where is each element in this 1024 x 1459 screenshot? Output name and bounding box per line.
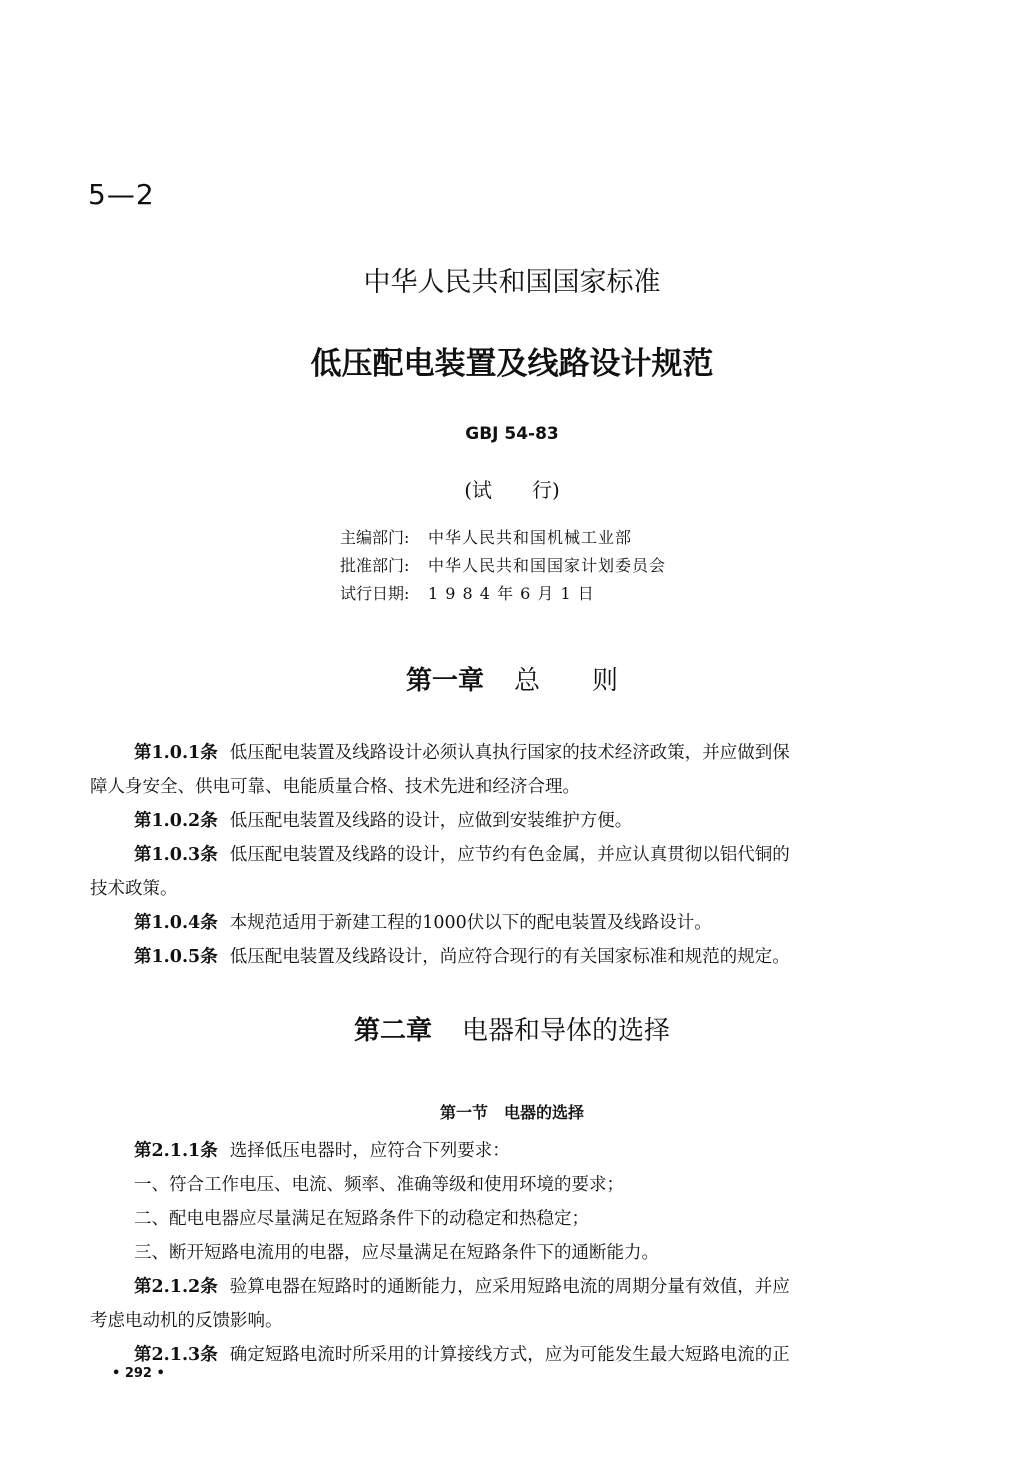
- meta-value: 中华人民共和国国家计划委员会: [428, 556, 667, 575]
- section-1-heading: 第一节 电器的选择: [439, 1103, 584, 1122]
- list-item: 二、配电电器应尽量满足在短路条件下的动稳定和热稳定；: [134, 1209, 589, 1229]
- meta-row-date: [340, 581, 595, 604]
- chapter-title: 总 则: [514, 666, 619, 696]
- trial-label: (试 行): [464, 478, 560, 502]
- meta-value: 中华人民共和国机械工业部: [428, 528, 633, 547]
- meta-label: 批准部门:: [340, 556, 410, 575]
- article-number: 第2.1.3条: [134, 1345, 218, 1365]
- chapter-1-articles: [90, 736, 914, 974]
- article-1-0-3-line-1: [90, 838, 914, 872]
- article-text: 验算电器在短路时的通断能力，应采用短路电流的周期分量有效值，并应: [229, 1277, 790, 1297]
- article-number: 第1.0.2条: [134, 811, 218, 831]
- chapter-2-heading: [0, 1010, 1024, 1047]
- article-1-0-5: [90, 940, 914, 974]
- article-text: 低压配电装置及线路设计，尚应符合现行的有关国家标准和规范的规定。: [229, 947, 790, 967]
- meta-value: 1 9 8 4 年 6 月 1 日: [428, 584, 595, 603]
- article-1-0-1-line-1: [90, 736, 914, 770]
- article-number: 第1.0.4条: [134, 913, 218, 933]
- meta-row-editor: [340, 525, 632, 548]
- article-2-1-2-line-2: 考虑电动机的反馈影响。: [90, 1311, 283, 1331]
- chapter-2-articles: [90, 1134, 914, 1372]
- article-1-0-3-line-2: 技术政策。: [90, 879, 178, 899]
- article-number: 第2.1.2条: [134, 1277, 218, 1297]
- article-2-1-2-line-1: [90, 1270, 914, 1304]
- article-text: 低压配电装置及线路的设计，应做到安装维护方便。: [229, 811, 633, 831]
- standard-org: 中华人民共和国国家标准: [363, 267, 661, 298]
- article-text: 选择低压电器时，应符合下列要求：: [229, 1141, 510, 1161]
- article-text: 确定短路电流时所采用的计算接线方式，应为可能发生最大短路电流的正: [229, 1345, 790, 1365]
- chapter-number: 第二章: [353, 1016, 432, 1046]
- list-item: 一、符合工作电压、电流、频率、准确等级和使用环境的要求；: [134, 1175, 624, 1195]
- page-number: • 292 •: [112, 1366, 165, 1381]
- article-number: 第1.0.1条: [134, 743, 218, 763]
- meta-label: 试行日期:: [340, 584, 410, 603]
- chapter-1-heading: [0, 660, 1024, 697]
- article-text: 低压配电装置及线路的设计，应节约有色金属，并应认真贯彻以铝代铜的: [229, 845, 790, 865]
- article-text: 本规范适用于新建工程的1000伏以下的配电装置及线路设计。: [229, 913, 712, 933]
- article-2-1-1: [90, 1134, 914, 1168]
- chapter-number: 第一章: [405, 666, 484, 696]
- article-text: 低压配电装置及线路设计必须认真执行国家的技术经济政策，并应做到保: [229, 743, 790, 763]
- article-number: 第2.1.1条: [134, 1141, 218, 1161]
- list-item: 三、断开短路电流用的电器，应尽量满足在短路条件下的通断能力。: [134, 1243, 659, 1263]
- article-1-0-4: [90, 906, 914, 940]
- standard-code: GBJ 54-83: [465, 424, 559, 444]
- meta-label: 主编部门:: [340, 528, 410, 547]
- article-number: 第1.0.5条: [134, 947, 218, 967]
- article-2-1-3: [90, 1338, 914, 1372]
- article-number: 第1.0.3条: [134, 845, 218, 865]
- chapter-title: 电器和导体的选择: [462, 1016, 671, 1046]
- meta-row-approver: [340, 553, 666, 576]
- document-title: 低压配电装置及线路设计规范: [310, 346, 714, 382]
- section-number: 5—2: [88, 178, 155, 211]
- article-1-0-1-line-2: 障人身安全、供电可靠、电能质量合格、技术先进和经济合理。: [90, 777, 580, 797]
- article-1-0-2: [90, 804, 914, 838]
